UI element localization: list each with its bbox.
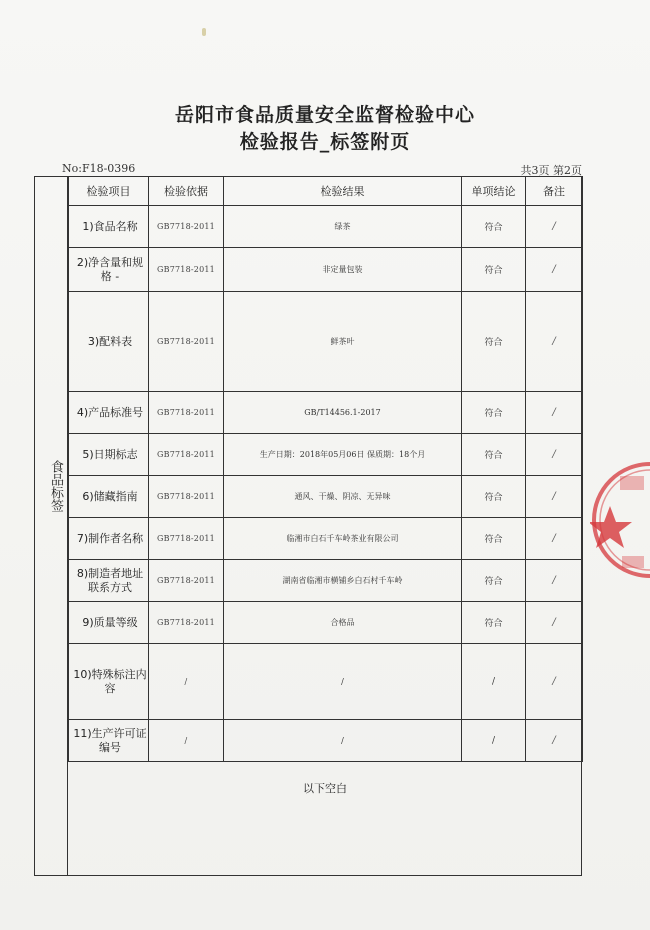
page-info: 共3页 第2页 <box>520 164 582 177</box>
cell-basis: GB7718-2011 <box>149 206 224 248</box>
report-number: No:F18-0396 <box>62 162 136 175</box>
cell-remark: / <box>526 644 583 720</box>
cell-conclusion: 符合 <box>462 476 526 518</box>
cell-remark: / <box>526 602 583 644</box>
table-row <box>69 434 583 476</box>
col-header-item: 检验项目 <box>69 177 149 206</box>
stamp-icon <box>590 458 650 588</box>
cell-item: 8)制造者地址联系方式 <box>69 560 149 602</box>
col-header-remark: 备注 <box>526 177 583 206</box>
cell-remark: / <box>526 392 583 434</box>
cell-result: 合格品 <box>224 602 462 644</box>
cell-conclusion: 符合 <box>462 206 526 248</box>
cell-item: 9)质量等级 <box>69 602 149 644</box>
col-header-result: 检验结果 <box>224 177 462 206</box>
cell-remark: / <box>526 206 583 248</box>
cell-basis: GB7718-2011 <box>149 476 224 518</box>
cell-conclusion: 符合 <box>462 392 526 434</box>
cell-conclusion: 符合 <box>462 518 526 560</box>
cell-remark: / <box>526 518 583 560</box>
cell-conclusion: 符合 <box>462 602 526 644</box>
cell-result: 通风、干燥、阴凉、无异味 <box>224 476 462 518</box>
cell-item: 5)日期标志 <box>69 434 149 476</box>
blank-note: 以下空白 <box>303 782 347 795</box>
table-row <box>69 560 583 602</box>
cell-item: 3)配料表 <box>69 292 149 392</box>
cell-item: 1)食品名称 <box>69 206 149 248</box>
cell-result: 绿茶 <box>224 206 462 248</box>
table-row <box>69 392 583 434</box>
cell-basis: GB7718-2011 <box>149 248 224 292</box>
cell-basis: GB7718-2011 <box>149 434 224 476</box>
report-title: 检验报告_标签附页 <box>239 131 411 153</box>
red-stamp <box>590 458 650 588</box>
cell-basis: GB7718-2011 <box>149 602 224 644</box>
cell-result: / <box>224 720 462 762</box>
cell-basis: GB7718-2011 <box>149 292 224 392</box>
cell-basis: GB7718-2011 <box>149 560 224 602</box>
cell-result: 临湘市白石千车岭茶业有限公司 <box>224 518 462 560</box>
cell-item: 10)特殊标注内容 <box>69 644 149 720</box>
cell-basis: GB7718-2011 <box>149 392 224 434</box>
cell-result: / <box>224 644 462 720</box>
cell-result: GB/T14456.1-2017 <box>224 392 462 434</box>
cell-item: 7)制作者名称 <box>69 518 149 560</box>
cell-remark: / <box>526 720 583 762</box>
table-row <box>69 476 583 518</box>
cell-item: 11)生产许可证编号 <box>69 720 149 762</box>
inspection-table <box>68 176 583 762</box>
cell-item: 4)产品标准号 <box>69 392 149 434</box>
table-row <box>69 720 583 762</box>
cell-remark: / <box>526 476 583 518</box>
cell-result: 湖南省临湘市横铺乡白石村千车岭 <box>224 560 462 602</box>
table-header-row <box>69 177 583 206</box>
col-header-conclusion: 单项结论 <box>462 177 526 206</box>
table-row <box>69 518 583 560</box>
cell-conclusion: / <box>462 720 526 762</box>
cell-conclusion: 符合 <box>462 434 526 476</box>
cell-conclusion: 符合 <box>462 292 526 392</box>
cell-item: 6)储藏指南 <box>69 476 149 518</box>
table-row <box>69 206 583 248</box>
cell-remark: / <box>526 292 583 392</box>
cell-basis: / <box>149 644 224 720</box>
cell-remark: / <box>526 434 583 476</box>
table-row <box>69 602 583 644</box>
cell-conclusion: 符合 <box>462 560 526 602</box>
cell-basis: / <box>149 720 224 762</box>
table-row <box>69 644 583 720</box>
table-row <box>69 292 583 392</box>
table-row <box>69 248 583 292</box>
col-header-basis: 检验依据 <box>149 177 224 206</box>
cell-result: 生产日期：2018年05月06日 保质期：18个月 <box>224 434 462 476</box>
paper-mark <box>202 28 206 36</box>
org-name: 岳阳市食品质量安全监督检验中心 <box>174 104 475 126</box>
cell-item: 2)净含量和规格 - <box>69 248 149 292</box>
cell-basis: GB7718-2011 <box>149 518 224 560</box>
cell-result: 鲜茶叶 <box>224 292 462 392</box>
cell-conclusion: 符合 <box>462 248 526 292</box>
side-label: 食品标签 <box>48 460 63 512</box>
cell-result: 非定量包装 <box>224 248 462 292</box>
cell-conclusion: / <box>462 644 526 720</box>
cell-remark: / <box>526 560 583 602</box>
side-column <box>34 176 68 876</box>
cell-remark: / <box>526 248 583 292</box>
